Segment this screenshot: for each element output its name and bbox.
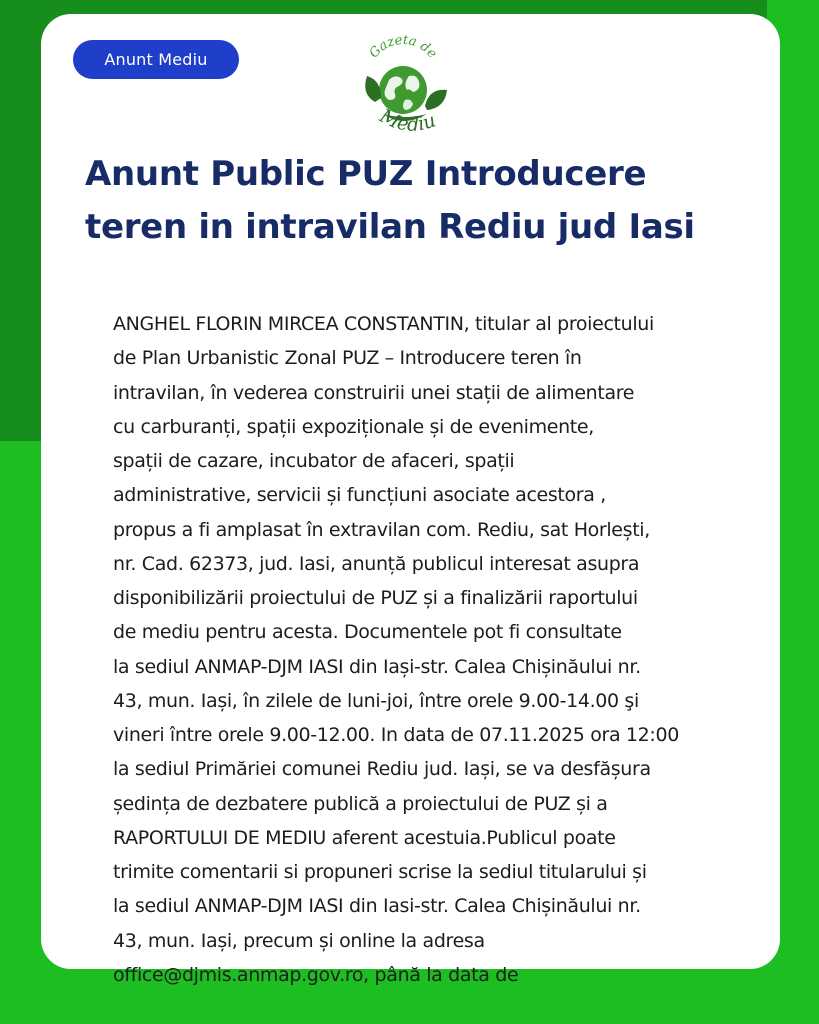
body-line: nr. Cad. 62373, jud. Iasi, anunță publicul interesat asupra (113, 552, 640, 575)
body-line: office@djmis.anmap.gov.ro, până la data de (113, 963, 519, 986)
gazeta-de-mediu-logo (353, 28, 453, 143)
logo-line-1: Gazeta de (366, 32, 440, 62)
body-line: propus a fi amplasat în extravilan com. Rediu, sat Horlești, (113, 518, 650, 541)
body-line: ANGHEL FLORIN MIRCEA CONSTANTIN, titular al proiectului (113, 313, 654, 335)
body-line: 43, mun. Iași, în zilele de luni-joi, între orele 9.00-14.00 şi (113, 689, 639, 712)
body-line: intravilan, în vederea construirii unei stații de alimentare (113, 381, 635, 404)
body-line: vineri între orele 9.00-12.00. In data de 07.11.2025 ora 12:00 (113, 724, 679, 746)
article-body (113, 307, 763, 992)
body-line: la sediul Primăriei comunei Rediu jud. Iași, se va desfășura (113, 758, 651, 781)
body-line: la sediul ANMAP-DJM IASI din Iași-str. Calea Chișinăului nr. (113, 655, 641, 678)
title-line: teren in intravilan Rediu jud Iasi (85, 207, 695, 247)
body-line: spații de cazare, incubator de afaceri, spații (113, 450, 515, 472)
body-line: 43, mun. Iași, precum și online la adresa (113, 929, 485, 952)
body-line: administrative, servicii și funcțiuni asociate acestora , (113, 484, 606, 507)
title-line: Anunt Public PUZ Introducere (85, 154, 647, 194)
body-line: ședința de dezbatere publică a proiectului de PUZ și a (113, 792, 608, 815)
body-line: disponibilizării proiectului de PUZ și a finalizării raportului (113, 587, 638, 609)
body-line: de mediu pentru acesta. Documentele pot fi consultate (113, 621, 622, 644)
body-line: la sediul ANMAP-DJM IASI din Iasi-str. Calea Chișinăului nr. (113, 895, 641, 918)
svg-text:Gazeta de (367, 33, 440, 62)
body-line: de Plan Urbanistic Zonal PUZ – Introducere teren în (113, 347, 582, 370)
logo-line-2: Mediu (376, 104, 439, 136)
category-badge[interactable]: Anunt Mediu (73, 40, 239, 79)
article-title (85, 148, 755, 254)
body-line: RAPORTULUI DE MEDIU aferent acestuia.Publicul poate (113, 826, 616, 849)
announcement-card (41, 14, 780, 986)
body-line: cu carburanți, spații expoziționale și de evenimente, (113, 415, 594, 438)
body-line: trimite comentarii si propuneri scrise la sediul titularului și (113, 861, 647, 883)
